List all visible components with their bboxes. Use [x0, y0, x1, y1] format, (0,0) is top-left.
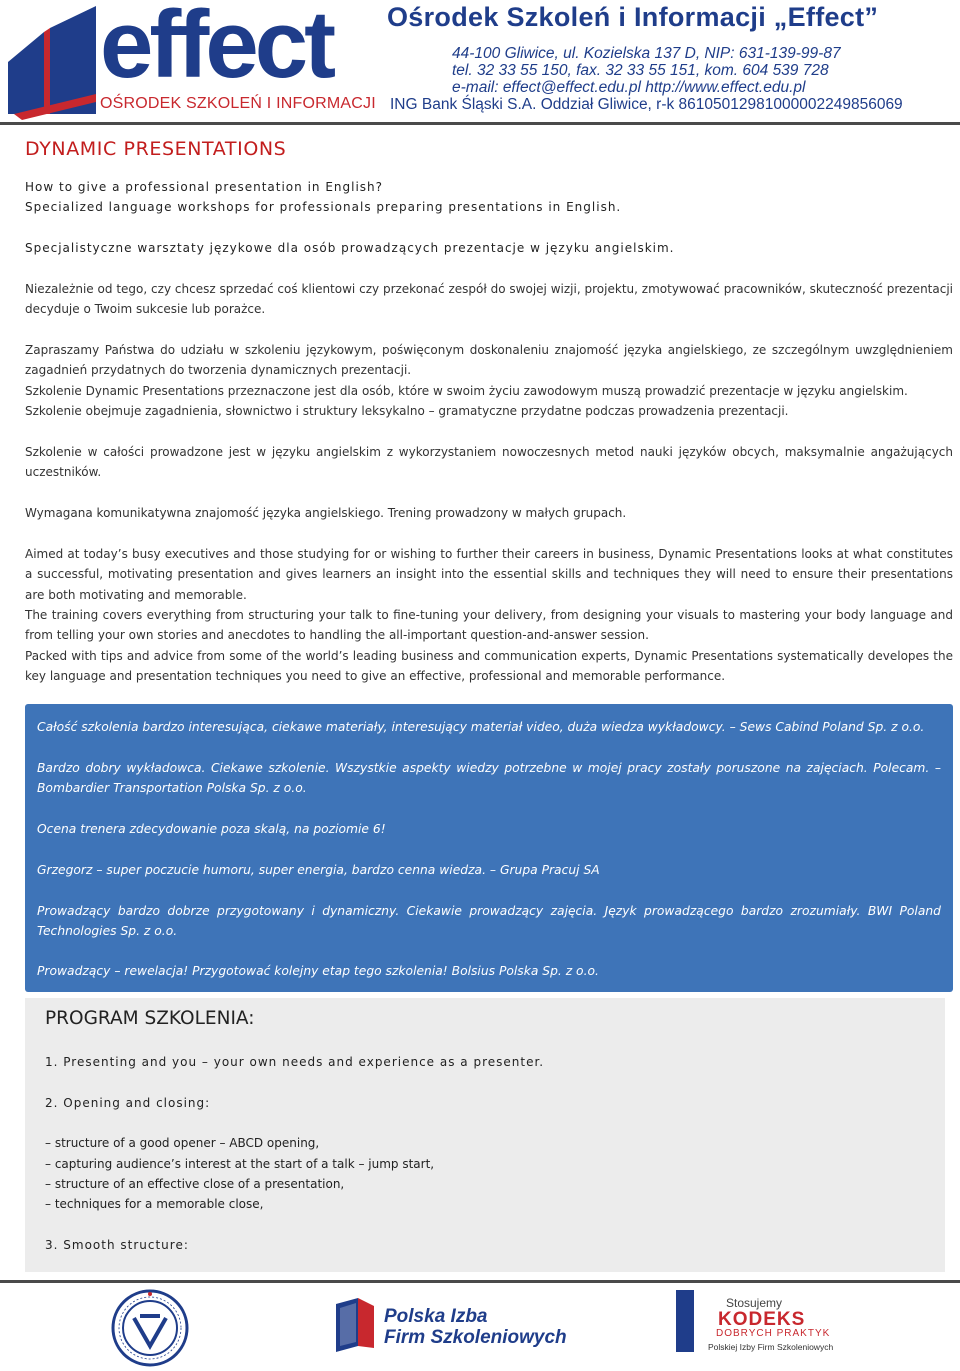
kodeks-main: KODEKS — [718, 1309, 806, 1330]
program-title: PROGRAM SZKOLENIA: — [45, 1008, 255, 1029]
subtitle-pl: Specjalistyczne warsztaty językowe dla osób prowadzących prezentacje w języku angielskim. — [25, 241, 675, 255]
logo-e-icon — [4, 2, 104, 120]
header-divider — [0, 122, 960, 125]
program-bullet: – structure of a good opener – ABCD opening, — [45, 1136, 320, 1150]
logo-tagline: OŚRODEK SZKOLEŃ I INFORMACJI — [100, 95, 376, 112]
footer-divider — [0, 1280, 960, 1283]
pifs-book-icon — [330, 1296, 378, 1352]
company-bank: ING Bank Śląski S.A. Oddział Gliwice, r-k 86105012981000002249856069 — [390, 96, 903, 113]
paragraph-intro: Niezależnie od tego, czy chcesz sprzedać coś klientowi czy przekonać zespół do swojej wizji, projektu, zmotywować pracowników, skuteczność prezentacji decyduje o Twoim sukcesie lub porażce. — [25, 282, 953, 317]
program-item-1: 1. Presenting and you – your own needs and experience as a presenter. — [45, 1055, 545, 1069]
pifs-logo — [330, 1296, 567, 1354]
testimonial-quote: Ocena trenera zdecydowanie poza skalą, na poziomie 6! — [37, 822, 386, 836]
subtitle-en-description: Specialized language workshops for professionals preparing presentations in English. — [25, 200, 622, 214]
program-bullet: – structure of an effective close of a presentation, — [45, 1177, 345, 1191]
testimonial-quote: Prowadzący – rewelacja! Przygotować kolejny etap tego szkolenia! Bolsius Polska Sp. z o.o. — [37, 964, 599, 978]
paragraph-requirements: Wymagana komunikatywna znajomość języka angielskiego. Trening prowadzony w małych grupach. — [25, 506, 627, 520]
program-box — [25, 998, 945, 1272]
program-item-3: 3. Smooth structure: — [45, 1238, 189, 1252]
kodeks-badge — [676, 1290, 834, 1356]
kodeks-sub: DOBRYCH PRAKTYK — [716, 1328, 831, 1339]
testimonials-box — [25, 704, 953, 992]
paragraph-audience: Szkolenie Dynamic Presentations przeznaczone jest dla osób, które w swoim życiu zawodowym muszą prowadzić prezentacje w języku angielskim. — [25, 384, 908, 398]
page-title: DYNAMIC PRESENTATIONS — [25, 138, 287, 160]
testimonial-quote: Bardzo dobry wykładowca. Ciekawe szkolenie. Wszystkie aspekty wiedzy potrzebne w mojej pracy zostały poruszone na zajęciach. Polecam. – Bombardier Transportation Polska Sp. z o.o. — [37, 761, 941, 796]
logo-wordmark: effect — [100, 0, 333, 98]
paragraph-aimed: Aimed at today’s busy executives and those studying for or wishing to further their careers in business, Dynamic Presentations looks at what constitutes a successful, motivating presentation and gives learners an insight into the essential skills and techniques they will need to ensure their presentations are both motivating and memorable. — [25, 547, 953, 602]
udt-cert-seal-icon — [110, 1288, 190, 1368]
testimonial-quote: Całość szkolenia bardzo interesująca, ciekawe materiały, interesujący materiał video, duża wiedza wykładowcy. – Sews Cabind Poland Sp. z o.o. — [37, 720, 925, 734]
company-phone: tel. 32 33 55 150, fax. 32 33 55 151, kom. 604 539 728 — [452, 62, 829, 79]
kodeks-bottom: Polskiej Izby Firm Szkoleniowych — [708, 1342, 834, 1352]
testimonial-quote: Grzegorz – super poczucie humoru, super energia, bardzo cenna wiedza. – Grupa Pracuj SA — [37, 863, 600, 877]
paragraph-scope: Szkolenie obejmuje zagadnienia, słownictwo i struktury leksykalno – gramatyczne przydatne podczas prowadzenia prezentacji. — [25, 404, 789, 418]
effect-logo — [2, 0, 376, 120]
pifs-line-2: Firm Szkoleniowych — [384, 1327, 567, 1348]
pifs-line-1: Polska Izba — [384, 1306, 488, 1327]
program-item-2: 2. Opening and closing: — [45, 1096, 211, 1110]
paragraph-invitation: Zapraszamy Państwa do udziału w szkoleniu językowym, poświęconym doskonaleniu znajomość języka angielskiego, ze szczególnym uwzględnieniem zagadnień przydatnych do tworzenia dynamicznych prezentacji. — [25, 343, 953, 378]
page-header — [0, 0, 960, 122]
program-bullet: – techniques for a memorable close, — [45, 1197, 264, 1211]
kodeks-top: Stosujemy — [726, 1296, 783, 1310]
paragraph-tips: Packed with tips and advice from some of the world’s leading business and communication experts, Dynamic Presentations systematically developes the key language and presentation techniques you need to give an effective, professional and memorable performance. — [25, 649, 953, 684]
program-bullet: – capturing audience’s interest at the start of a talk – jump start, — [45, 1157, 435, 1171]
paragraph-coverage: The training covers everything from structuring your talk to fine-tuning your delivery, from designing your visuals to mastering your body language and from telling your own stories and anecdotes to handling the all-important question-and-answer session. — [25, 608, 953, 643]
company-address: 44-100 Gliwice, ul. Kozielska 137 D, NIP: 631-139-99-87 — [452, 45, 841, 62]
kodeks-bar-icon — [676, 1290, 694, 1352]
testimonial-quote: Prowadzący bardzo dobrze przygotowany i dynamiczny. Ciekawie prowadzący zajęcia. Język prowadzącego bardzo zrozumiały. BWI Poland Technologies Sp. z o.o. — [37, 904, 941, 939]
subtitle-en-question: How to give a professional presentation in English? — [25, 180, 384, 194]
paragraph-method: Szkolenie w całości prowadzone jest w języku angielskim z wykorzystaniem nowoczesnych metod nauki języków obcych, maksymalnie angażujących uczestników. — [25, 445, 953, 480]
company-contact: e-mail: effect@effect.edu.pl http://www.effect.edu.pl — [452, 79, 806, 96]
company-name: Ośrodek Szkoleń i Informacji „Effect” — [387, 2, 879, 32]
